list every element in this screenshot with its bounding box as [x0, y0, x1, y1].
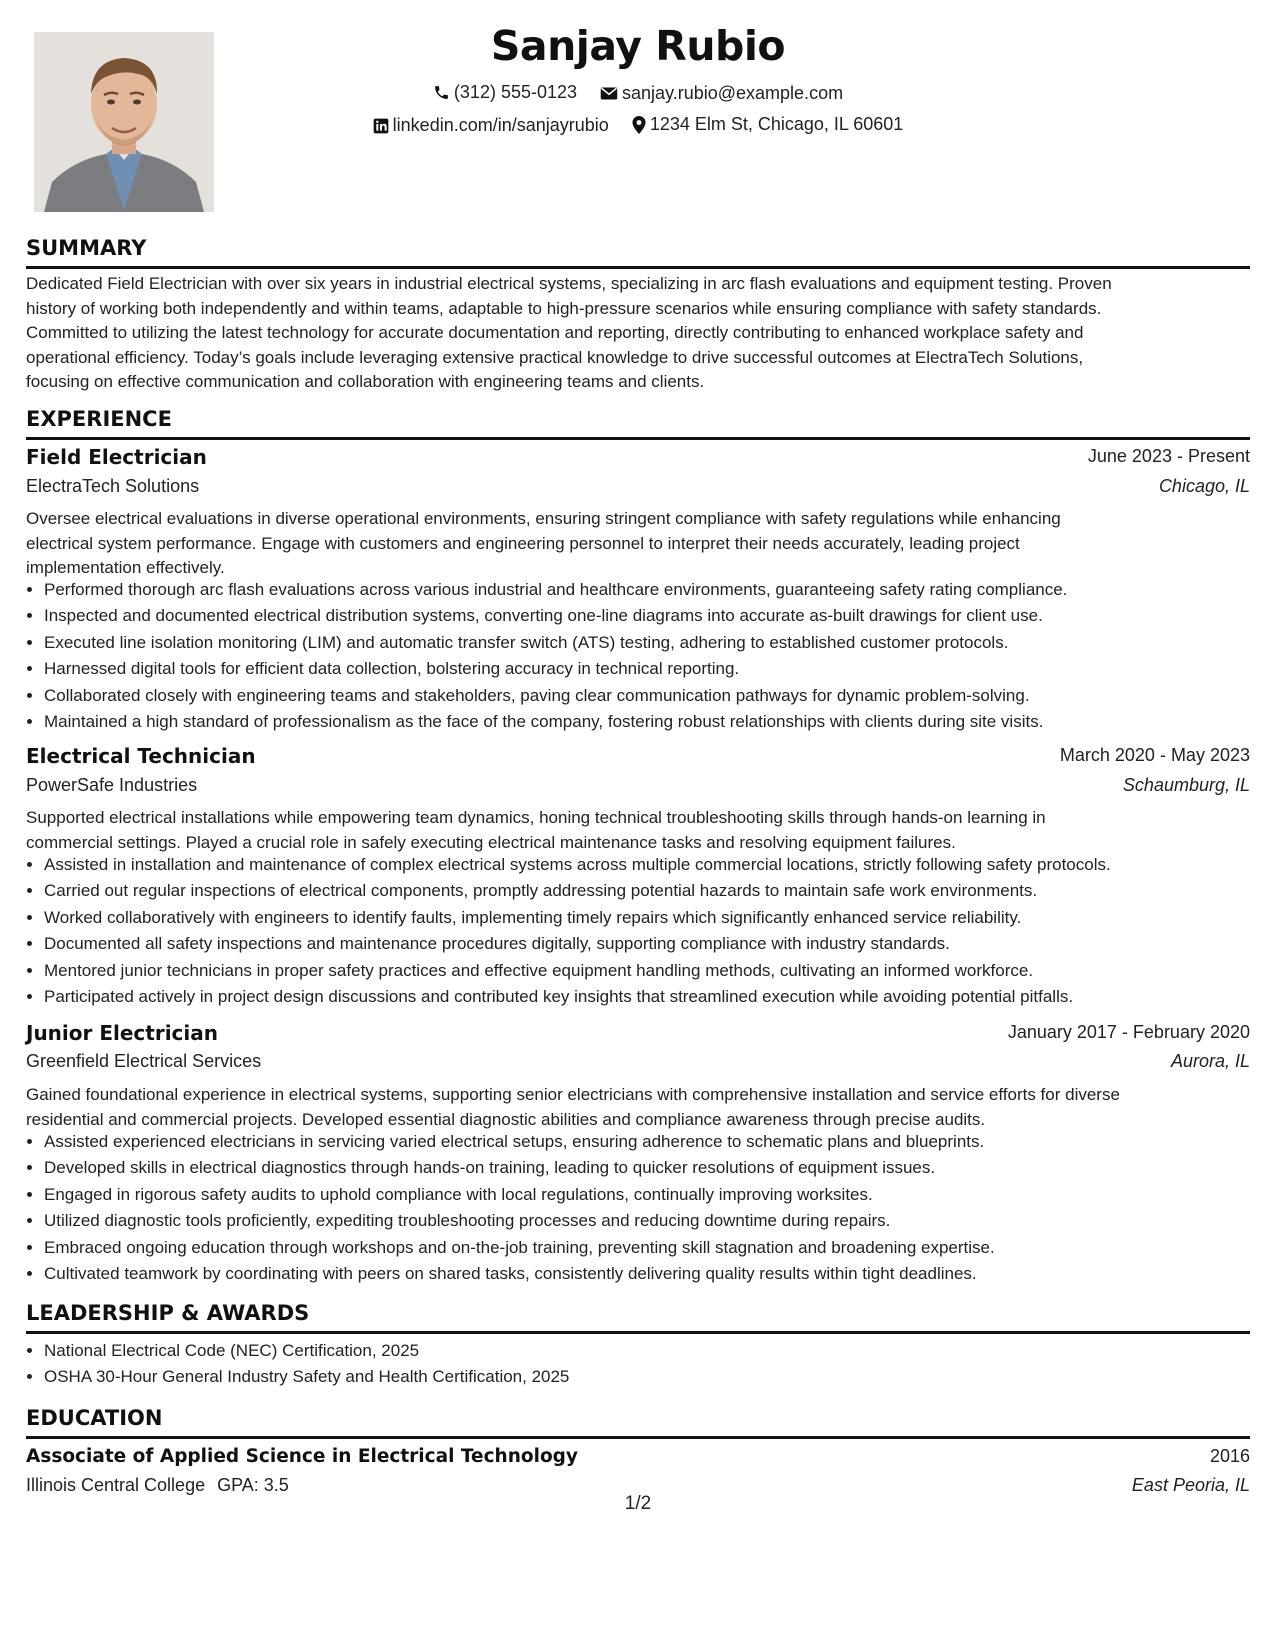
envelope-icon — [600, 86, 618, 101]
linkedin-icon — [373, 118, 389, 134]
summary-line: Dedicated Field Electrician with over six years in industrial electrical systems, specializing in arc flash evaluations and equipment testing. Proven — [26, 274, 1112, 293]
contact-line-1 — [26, 82, 1250, 106]
job-company: ElectraTech Solutions — [26, 476, 200, 496]
description-line: implementation effectively. — [26, 558, 225, 577]
resume-page — [26, 0, 1250, 1650]
education-school: Illinois Central College — [26, 1475, 206, 1495]
summary-text — [26, 272, 1250, 395]
education-year: 2016 — [1209, 1446, 1250, 1466]
linkedin-contact[interactable] — [373, 115, 609, 136]
job-company: Greenfield Electrical Services — [26, 1051, 262, 1071]
bullet-item: • Harnessed digital tools for efficient data collection, bolstering accuracy in technical reporting. — [44, 656, 1250, 682]
award-item: • National Electrical Code (NEC) Certification, 2025 — [44, 1338, 1250, 1364]
bullet-item: • Maintained a high standard of professionalism as the face of the company, fostering robust relationships with clients during site visits. — [44, 709, 1250, 735]
description-line: residential and commercial projects. Developed essential diagnostic abilities and compliance awareness through precise audits. — [26, 1109, 986, 1129]
bullet-item: • Mentored junior technicians in proper safety practices and effective equipment handling methods, cultivating an informed workforce. — [44, 958, 1250, 984]
summary-line: operational efficiency. Today’s goals include leveraging extensive practical knowledge to drive successful outcomes at ElectraTech Solutions, — [26, 347, 1084, 367]
education-gpa: GPA: 3.5 — [217, 1475, 289, 1495]
email-text: sanjay.rubio@example.com — [622, 83, 844, 103]
job-bullets — [26, 577, 1250, 735]
summary-heading: SUMMARY — [26, 236, 1250, 269]
bullet-item: • Utilized diagnostic tools proficiently, expediting troubleshooting processes and reducing downtime during repairs. — [44, 1208, 1250, 1234]
awards-heading: LEADERSHIP & AWARDS — [26, 1301, 1250, 1334]
job-title: Electrical Technician — [26, 744, 256, 768]
description-line: Supported electrical installations while empowering team dynamics, honing technical troubleshooting skills through hands-on learning in — [26, 808, 1046, 827]
bullet-item: • Collaborated closely with engineering teams and stakeholders, paving clear communication pathways for dynamic problem-solving. — [44, 683, 1250, 709]
candidate-name: Sanjay Rubio — [490, 22, 786, 70]
experience-heading: EXPERIENCE — [26, 407, 1250, 440]
job-dates: June 2023 - Present — [1087, 446, 1250, 466]
summary-line: history of working both independently and within teams, adaptable to high-pressure scenarios while ensuring compliance with safety standards. — [26, 298, 1102, 318]
contact-line-2 — [26, 114, 1250, 139]
job-location: Chicago, IL — [1158, 476, 1250, 496]
job-description — [26, 806, 1250, 855]
job-description — [26, 1083, 1250, 1132]
map-pin-icon — [632, 116, 646, 134]
description-line: Gained foundational experience in electrical systems, supporting senior electricians with comprehensive installation and service efforts for diverse — [26, 1085, 1120, 1104]
bullet-item: • Participated actively in project design discussions and contributed key insights that streamlined execution while avoiding potential pitfalls. — [44, 984, 1250, 1010]
education-location: East Peoria, IL — [1131, 1475, 1250, 1495]
phone-contact[interactable] — [433, 82, 577, 103]
bullet-item: • Performed thorough arc flash evaluations across various industrial and healthcare environments, guaranteeing safety rating compliance. — [44, 577, 1250, 603]
bullet-item: • Assisted in installation and maintenance of complex electrical systems across multiple commercial locations, strictly following safety protocols. — [44, 852, 1250, 878]
job-location: Aurora, IL — [1170, 1051, 1250, 1071]
bullet-item: • Assisted experienced electricians in servicing varied electrical setups, ensuring adherence to schematic plans and blueprints. — [44, 1129, 1250, 1155]
award-item: • OSHA 30-Hour General Industry Safety and Health Certification, 2025 — [44, 1364, 1250, 1390]
job-company: PowerSafe Industries — [26, 775, 198, 795]
bullet-item: • Carried out regular inspections of electrical components, promptly addressing potential hazards to maintain safe work environments. — [44, 878, 1250, 904]
awards-list — [26, 1338, 1250, 1391]
description-line: Oversee electrical evaluations in diverse operational environments, ensuring stringent compliance with safety regulations while enhancing — [26, 509, 1061, 528]
job-title: Junior Electrician — [26, 1021, 219, 1045]
job-dates: January 2017 - February 2020 — [1007, 1022, 1250, 1042]
job-dates: March 2020 - May 2023 — [1059, 745, 1250, 765]
phone-icon — [433, 84, 450, 101]
address-contact — [632, 114, 904, 135]
bullet-item: • Executed line isolation monitoring (LIM) and automatic transfer switch (ATS) testing, adhering to established customer protocols. — [44, 630, 1250, 656]
email-contact[interactable] — [600, 83, 843, 104]
education-degree: Associate of Applied Science in Electrical Technology — [26, 1446, 578, 1467]
job-description — [26, 507, 1250, 581]
job-bullets — [26, 1129, 1250, 1287]
page-number: 1/2 — [624, 1493, 652, 1514]
job-title: Field Electrician — [26, 445, 207, 469]
summary-line: Committed to utilizing the latest technology for accurate documentation and reporting, directly contributing to enhanced workplace safety and — [26, 323, 1084, 342]
bullet-item: • Inspected and documented electrical distribution systems, converting one-line diagrams into accurate as-built drawings for client use. — [44, 603, 1250, 629]
job-location: Schaumburg, IL — [1122, 775, 1250, 795]
phone-text: (312) 555-0123 — [453, 82, 578, 102]
bullet-item: • Engaged in rigorous safety audits to uphold compliance with local regulations, continually improving worksites. — [44, 1182, 1250, 1208]
bullet-item: • Embraced ongoing education through workshops and on-the-job training, preventing skill stagnation and broadening expertise. — [44, 1235, 1250, 1261]
address-text: 1234 Elm St, Chicago, IL 60601 — [649, 114, 904, 134]
linkedin-text: linkedin.com/in/sanjayrubio — [392, 115, 609, 135]
description-line: commercial settings. Played a crucial role in safely executing electrical maintenance tasks and resolving equipment failures. — [26, 832, 956, 852]
job-bullets — [26, 852, 1250, 1010]
bullet-item: • Worked collaboratively with engineers to identify faults, implementing timely repairs which significantly enhanced service reliability. — [44, 905, 1250, 931]
description-line: electrical system performance. Engage with customers and engineering personnel to interpret their needs accurately, leading project — [26, 533, 1020, 553]
education-heading: EDUCATION — [26, 1406, 1250, 1439]
summary-line: focusing on effective communication and collaboration with engineering teams and clients. — [26, 372, 705, 391]
bullet-item: • Cultivated teamwork by coordinating with peers on shared tasks, consistently delivering quality results within tight deadlines. — [44, 1261, 1250, 1287]
bullet-item: • Developed skills in electrical diagnostics through hands-on training, leading to quicker resolutions of equipment issues. — [44, 1155, 1250, 1181]
bullet-item: • Documented all safety inspections and maintenance procedures digitally, supporting compliance with industry standards. — [44, 931, 1250, 957]
